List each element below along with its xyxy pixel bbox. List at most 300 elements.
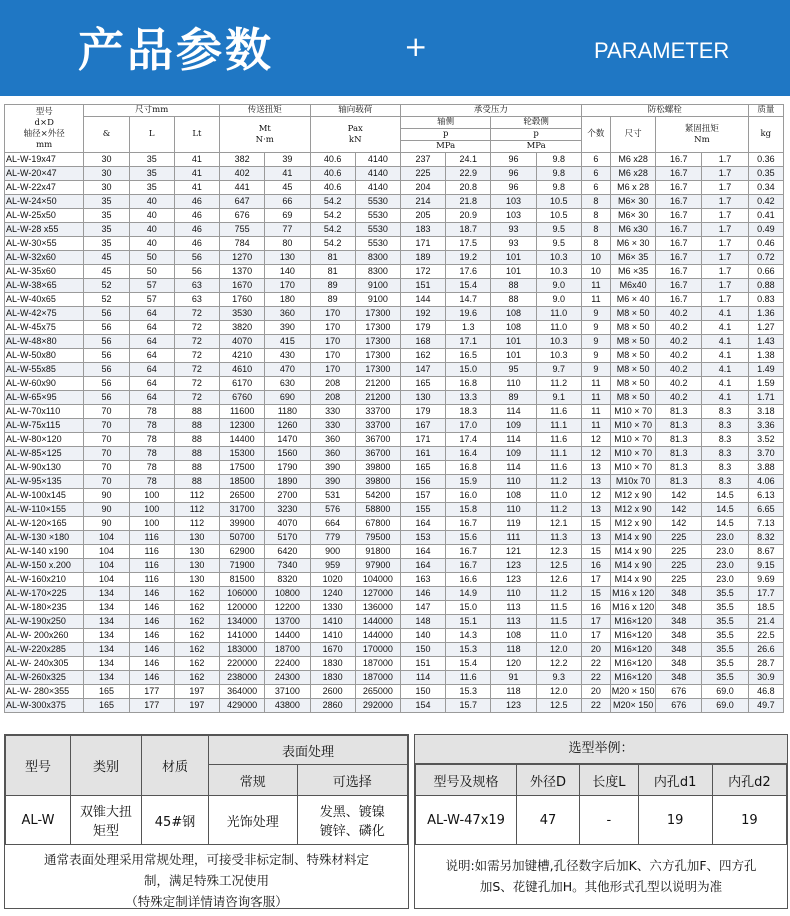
header-size: 尺寸 (610, 117, 655, 153)
table-cell: 22 (581, 671, 610, 685)
table-cell: 50700 (220, 531, 265, 545)
table-cell: 11.2 (536, 377, 581, 391)
table-cell: M6x40 (610, 279, 655, 293)
table-cell: 35.5 (702, 629, 748, 643)
table-cell: 56 (84, 349, 129, 363)
table-row (5, 279, 784, 293)
table-cell: 12.2 (536, 657, 581, 671)
table-cell: 30 (84, 153, 129, 167)
table-cell: 22 (581, 699, 610, 713)
table-row (5, 391, 784, 405)
table-cell: 81.3 (656, 405, 702, 419)
table-cell: 15.6 (446, 531, 491, 545)
table-cell: M8 × 50 (610, 363, 655, 377)
table-cell: 101 (491, 265, 536, 279)
table-row (5, 573, 784, 587)
table-cell: M12 x 90 (610, 517, 655, 531)
table-cell: M6× 30 (610, 195, 655, 209)
table-cell: 15.4 (446, 279, 491, 293)
table-cell: 21200 (355, 391, 400, 405)
table-cell: 3530 (220, 307, 265, 321)
model-cell: AL-W- 200x260 (5, 629, 84, 643)
table-cell: 71900 (220, 559, 265, 573)
table-cell: 114 (400, 671, 445, 685)
table-cell: 165 (400, 377, 445, 391)
table-cell: 364000 (220, 685, 265, 699)
table-cell: 110 (491, 503, 536, 517)
table-cell: 81.3 (656, 419, 702, 433)
table-cell: 15.0 (446, 601, 491, 615)
table-cell: 157 (400, 489, 445, 503)
table-row (5, 153, 784, 167)
model-cell: AL-W-190x250 (5, 615, 84, 629)
header-L: L (129, 117, 174, 153)
table-cell: 22.5 (748, 629, 783, 643)
table-cell: 35 (84, 209, 129, 223)
table-cell: 11.0 (536, 629, 581, 643)
table-row (5, 363, 784, 377)
table-cell: 8.3 (702, 433, 748, 447)
table-cell: 114 (491, 433, 536, 447)
table-cell: 15.9 (446, 475, 491, 489)
table-cell: 6 (581, 181, 610, 195)
table-cell: 81 (310, 265, 355, 279)
table-cell: 779 (310, 531, 355, 545)
table-cell: 11 (581, 279, 610, 293)
selection-v-od: 47 (517, 796, 580, 845)
table-cell: M8 × 50 (610, 321, 655, 335)
table-cell: M8 × 50 (610, 307, 655, 321)
table-cell: 30 (84, 181, 129, 195)
table-cell: 6170 (220, 377, 265, 391)
table-cell: 120 (491, 657, 536, 671)
table-cell: 109 (491, 447, 536, 461)
model-cell: AL-W-42×75 (5, 307, 84, 321)
table-cell: 66 (265, 195, 310, 209)
table-cell: 46 (174, 209, 219, 223)
model-cell: AL-W-55x85 (5, 363, 84, 377)
table-cell: 4.1 (702, 335, 748, 349)
table-cell: 11600 (220, 405, 265, 419)
table-cell: 15.4 (446, 657, 491, 671)
table-cell: 1410 (310, 615, 355, 629)
table-cell: 33700 (355, 419, 400, 433)
table-cell: 116 (129, 559, 174, 573)
table-cell: 40 (129, 223, 174, 237)
table-cell: 415 (265, 335, 310, 349)
table-cell: 64 (129, 377, 174, 391)
table-cell: 170 (310, 363, 355, 377)
table-row (5, 419, 784, 433)
table-cell: 108 (491, 629, 536, 643)
table-cell: 108 (491, 321, 536, 335)
model-cell: AL-W-90x130 (5, 461, 84, 475)
table-cell: 163 (400, 573, 445, 587)
table-cell: 35 (129, 153, 174, 167)
model-cell: AL-W-130 ×180 (5, 531, 84, 545)
table-cell: 134 (84, 587, 129, 601)
table-cell: 39800 (355, 461, 400, 475)
table-cell: M16 x 120 (610, 601, 655, 615)
table-cell: 8 (581, 195, 610, 209)
table-cell: 6420 (265, 545, 310, 559)
table-cell: M14 x 90 (610, 559, 655, 573)
table-cell: 93 (491, 223, 536, 237)
table-cell: 23.0 (702, 573, 748, 587)
table-cell: 17300 (355, 335, 400, 349)
table-cell: M10 × 70 (610, 461, 655, 475)
model-cell: AL-W-65×95 (5, 391, 84, 405)
table-cell: 97900 (355, 559, 400, 573)
table-cell: M10 × 70 (610, 433, 655, 447)
table-row (5, 475, 784, 489)
table-cell: M20× 150 (610, 699, 655, 713)
table-cell: 5170 (265, 531, 310, 545)
table-cell: 4.1 (702, 321, 748, 335)
table-cell: 81.3 (656, 461, 702, 475)
table-cell: 146 (129, 615, 174, 629)
table-cell: 130 (174, 531, 219, 545)
table-cell: 14400 (220, 433, 265, 447)
table-cell: 26.6 (748, 643, 783, 657)
selection-h-d1: 内孔d1 (638, 765, 712, 796)
table-cell: 4070 (265, 517, 310, 531)
table-cell: M12 x 90 (610, 489, 655, 503)
table-cell: 39 (265, 153, 310, 167)
table-cell: 208 (310, 391, 355, 405)
table-cell: 10.3 (536, 251, 581, 265)
table-cell: 1560 (265, 447, 310, 461)
table-cell: 959 (310, 559, 355, 573)
header-axial: 轴向载荷 (310, 105, 400, 117)
table-cell: 104 (84, 559, 129, 573)
table-cell: 150 (400, 685, 445, 699)
table-cell: 81.3 (656, 475, 702, 489)
table-cell: 146 (129, 643, 174, 657)
header-model-sub: d×D (34, 117, 54, 128)
table-cell: 12.0 (536, 685, 581, 699)
selection-note-1: 说明:如需另加键槽,孔径数字后加K、六方孔加F、四方孔 (445, 858, 757, 873)
table-cell: 12200 (265, 601, 310, 615)
table-cell: 104 (84, 545, 129, 559)
model-cell: AL-W-28 x55 (5, 223, 84, 237)
table-cell: 121 (491, 545, 536, 559)
material-h-surface: 表面处理 (209, 736, 408, 765)
table-cell: 4210 (220, 349, 265, 363)
table-cell: 123 (491, 699, 536, 713)
table-cell: 16.7 (656, 251, 702, 265)
table-cell: 402 (220, 167, 265, 181)
table-cell: 78 (129, 461, 174, 475)
table-cell: 72 (174, 349, 219, 363)
table-cell: 1830 (310, 671, 355, 685)
table-cell: 21200 (355, 377, 400, 391)
table-cell: 164 (400, 559, 445, 573)
table-cell: 89 (310, 279, 355, 293)
table-cell: 4140 (355, 167, 400, 181)
table-cell: 16.8 (446, 461, 491, 475)
material-v-optional-2: 镀锌、磷化 (319, 824, 385, 839)
table-cell: 11.0 (536, 489, 581, 503)
header-model-unit: mm (36, 139, 53, 150)
table-cell: 16.0 (446, 489, 491, 503)
table-cell: 156 (400, 475, 445, 489)
table-cell: 390 (265, 321, 310, 335)
table-cell: 35 (129, 181, 174, 195)
table-row (5, 433, 784, 447)
model-cell: AL-W-50x80 (5, 349, 84, 363)
table-cell: 8.3 (702, 419, 748, 433)
table-cell: 441 (220, 181, 265, 195)
table-cell: 106000 (220, 587, 265, 601)
table-row (5, 349, 784, 363)
table-cell: 35.5 (702, 657, 748, 671)
table-cell: M16×120 (610, 629, 655, 643)
table-cell: 172 (400, 265, 445, 279)
table-cell: 165 (400, 461, 445, 475)
table-cell: 0.46 (748, 237, 783, 251)
table-cell: 95 (491, 363, 536, 377)
header-model-sub2: 轴径×外径 (23, 128, 65, 139)
table-cell: 9 (581, 349, 610, 363)
table-cell: 13700 (265, 615, 310, 629)
material-h-model: 型号 (6, 736, 71, 796)
table-cell: 13 (581, 531, 610, 545)
banner-title-en: PARAMETER (594, 38, 730, 63)
table-cell: M6× 30 (610, 209, 655, 223)
table-cell: M8 × 50 (610, 335, 655, 349)
spec-table (4, 104, 784, 713)
table-cell: 146 (129, 601, 174, 615)
table-cell: 14.3 (446, 629, 491, 643)
table-cell: 54.2 (310, 195, 355, 209)
material-h-normal: 常规 (209, 765, 298, 796)
table-cell: 1670 (310, 643, 355, 657)
table-cell: 52 (84, 279, 129, 293)
table-cell: 40.6 (310, 153, 355, 167)
table-cell: 170 (310, 321, 355, 335)
table-cell: 9.8 (536, 167, 581, 181)
selection-box (414, 734, 788, 909)
material-note-2: 制，满足特殊工况使用 (143, 873, 269, 888)
selection-v-len: - (580, 796, 638, 845)
table-cell: 187000 (355, 671, 400, 685)
table-cell: 17300 (355, 363, 400, 377)
table-cell: 8.67 (748, 545, 783, 559)
table-cell: 40.2 (656, 363, 702, 377)
table-cell: 56 (84, 307, 129, 321)
table-cell: 112 (174, 517, 219, 531)
table-cell: 114 (491, 405, 536, 419)
table-cell: 8300 (355, 251, 400, 265)
table-cell: 630 (265, 377, 310, 391)
table-cell: 10.3 (536, 265, 581, 279)
table-cell: 109 (491, 419, 536, 433)
table-cell: 9 (581, 321, 610, 335)
table-cell: 348 (656, 671, 702, 685)
table-cell: 40.2 (656, 335, 702, 349)
table-cell: 54200 (355, 489, 400, 503)
table-cell: 162 (174, 643, 219, 657)
model-cell: AL-W-100x145 (5, 489, 84, 503)
table-cell: 9.1 (536, 391, 581, 405)
table-cell: 16.7 (656, 279, 702, 293)
table-cell: 35 (84, 195, 129, 209)
table-cell: 77 (265, 223, 310, 237)
table-cell: 208 (310, 377, 355, 391)
table-cell: M20 × 150 (610, 685, 655, 699)
selection-note (415, 845, 787, 901)
table-cell: 6760 (220, 391, 265, 405)
table-cell: 183 (400, 223, 445, 237)
table-cell: 110 (491, 587, 536, 601)
table-cell: 104 (84, 573, 129, 587)
table-cell: 13 (581, 475, 610, 489)
material-note-3: （特殊定制详情请咨询客服） (125, 894, 288, 909)
table-cell: 54.2 (310, 209, 355, 223)
table-cell: 13.3 (446, 391, 491, 405)
model-cell: AL-W-70x110 (5, 405, 84, 419)
table-cell: 1.7 (702, 209, 748, 223)
table-cell: 360 (310, 433, 355, 447)
table-cell: 348 (656, 657, 702, 671)
selection-h-od: 外径D (517, 765, 580, 796)
table-cell: 64 (129, 335, 174, 349)
header-tight (656, 117, 748, 153)
table-cell: 1890 (265, 475, 310, 489)
table-cell: 104000 (355, 573, 400, 587)
table-cell: 100 (129, 503, 174, 517)
table-cell: M10 × 70 (610, 419, 655, 433)
table-cell: 89 (310, 293, 355, 307)
table-cell: 11.0 (536, 321, 581, 335)
material-h-optional: 可选择 (297, 765, 407, 796)
table-cell: 15300 (220, 447, 265, 461)
table-cell: 3230 (265, 503, 310, 517)
table-cell: 14.9 (446, 587, 491, 601)
table-cell: 69.0 (702, 699, 748, 713)
table-cell: 100 (129, 517, 174, 531)
table-cell: 63 (174, 293, 219, 307)
table-cell: M16×120 (610, 643, 655, 657)
table-cell: 4070 (220, 335, 265, 349)
table-cell: 16.7 (656, 167, 702, 181)
table-cell: 676 (656, 699, 702, 713)
table-cell: 123 (491, 573, 536, 587)
table-cell: 17.6 (446, 265, 491, 279)
table-cell: 0.83 (748, 293, 783, 307)
table-cell: M6 × 30 (610, 237, 655, 251)
table-cell: M6 x 28 (610, 181, 655, 195)
table-cell: 12.5 (536, 699, 581, 713)
table-cell: 5530 (355, 195, 400, 209)
selection-value-row (416, 796, 787, 845)
table-cell: 17.1 (446, 335, 491, 349)
table-cell: 136000 (355, 601, 400, 615)
material-note (5, 845, 408, 916)
table-cell: 187000 (355, 657, 400, 671)
table-cell: 177 (129, 699, 174, 713)
table-cell: 16.7 (656, 265, 702, 279)
table-cell: 118 (491, 643, 536, 657)
table-cell: 146 (129, 629, 174, 643)
table-cell: 39900 (220, 517, 265, 531)
table-row (5, 377, 784, 391)
table-cell: 1.59 (748, 377, 783, 391)
material-h-material: 材质 (142, 736, 209, 796)
model-cell: AL-W-32x60 (5, 251, 84, 265)
table-cell: 81.3 (656, 447, 702, 461)
table-cell: 116 (129, 573, 174, 587)
table-cell: 11.3 (536, 531, 581, 545)
table-cell: 15.3 (446, 685, 491, 699)
table-cell: 15 (581, 545, 610, 559)
table-cell: 11.5 (536, 615, 581, 629)
material-v-type (71, 796, 142, 845)
table-cell: 72 (174, 307, 219, 321)
model-cell: AL-W-80×120 (5, 433, 84, 447)
table-cell: 16.8 (446, 377, 491, 391)
header-dims: 尺寸mm (84, 105, 220, 117)
table-cell: 11 (581, 405, 610, 419)
header-shaft-p: p (400, 129, 490, 141)
model-cell: AL-W-48×80 (5, 335, 84, 349)
table-cell: 35 (84, 237, 129, 251)
table-cell: 147 (400, 363, 445, 377)
table-cell: 9 (581, 363, 610, 377)
table-cell: 170 (265, 279, 310, 293)
table-cell: 40.2 (656, 321, 702, 335)
table-cell: 162 (174, 601, 219, 615)
model-cell: AL-W- 280×355 (5, 685, 84, 699)
table-cell: 0.34 (748, 181, 783, 195)
table-cell: 93 (491, 237, 536, 251)
table-cell: 4.1 (702, 391, 748, 405)
table-cell: 9.8 (536, 153, 581, 167)
table-cell: 130 (174, 545, 219, 559)
table-cell: 1.7 (702, 251, 748, 265)
table-cell: 46.8 (748, 685, 783, 699)
table-cell: 79500 (355, 531, 400, 545)
table-cell: M16×120 (610, 657, 655, 671)
table-cell: 112 (174, 489, 219, 503)
table-row (5, 195, 784, 209)
table-cell: 2700 (265, 489, 310, 503)
table-cell: 225 (656, 573, 702, 587)
table-cell: 3.70 (748, 447, 783, 461)
table-cell: 6 (581, 167, 610, 181)
table-cell: 4140 (355, 181, 400, 195)
table-cell: 40.6 (310, 167, 355, 181)
table-cell: 35.5 (702, 587, 748, 601)
table-cell: 11.5 (536, 601, 581, 615)
table-cell: 6.65 (748, 503, 783, 517)
table-cell: 39800 (355, 475, 400, 489)
table-cell: 90 (84, 517, 129, 531)
table-cell: 33700 (355, 405, 400, 419)
table-cell: 35 (129, 167, 174, 181)
material-v-normal: 光饰处理 (209, 796, 298, 845)
table-cell: 900 (310, 545, 355, 559)
table-row (5, 615, 784, 629)
table-cell: 64 (129, 363, 174, 377)
table-cell: 382 (220, 153, 265, 167)
table-row (5, 601, 784, 615)
table-cell: 430 (265, 349, 310, 363)
table-cell: 11 (581, 377, 610, 391)
selection-v-model: AL-W-47x19 (416, 796, 517, 845)
header-pax-unit: kN (348, 134, 362, 145)
